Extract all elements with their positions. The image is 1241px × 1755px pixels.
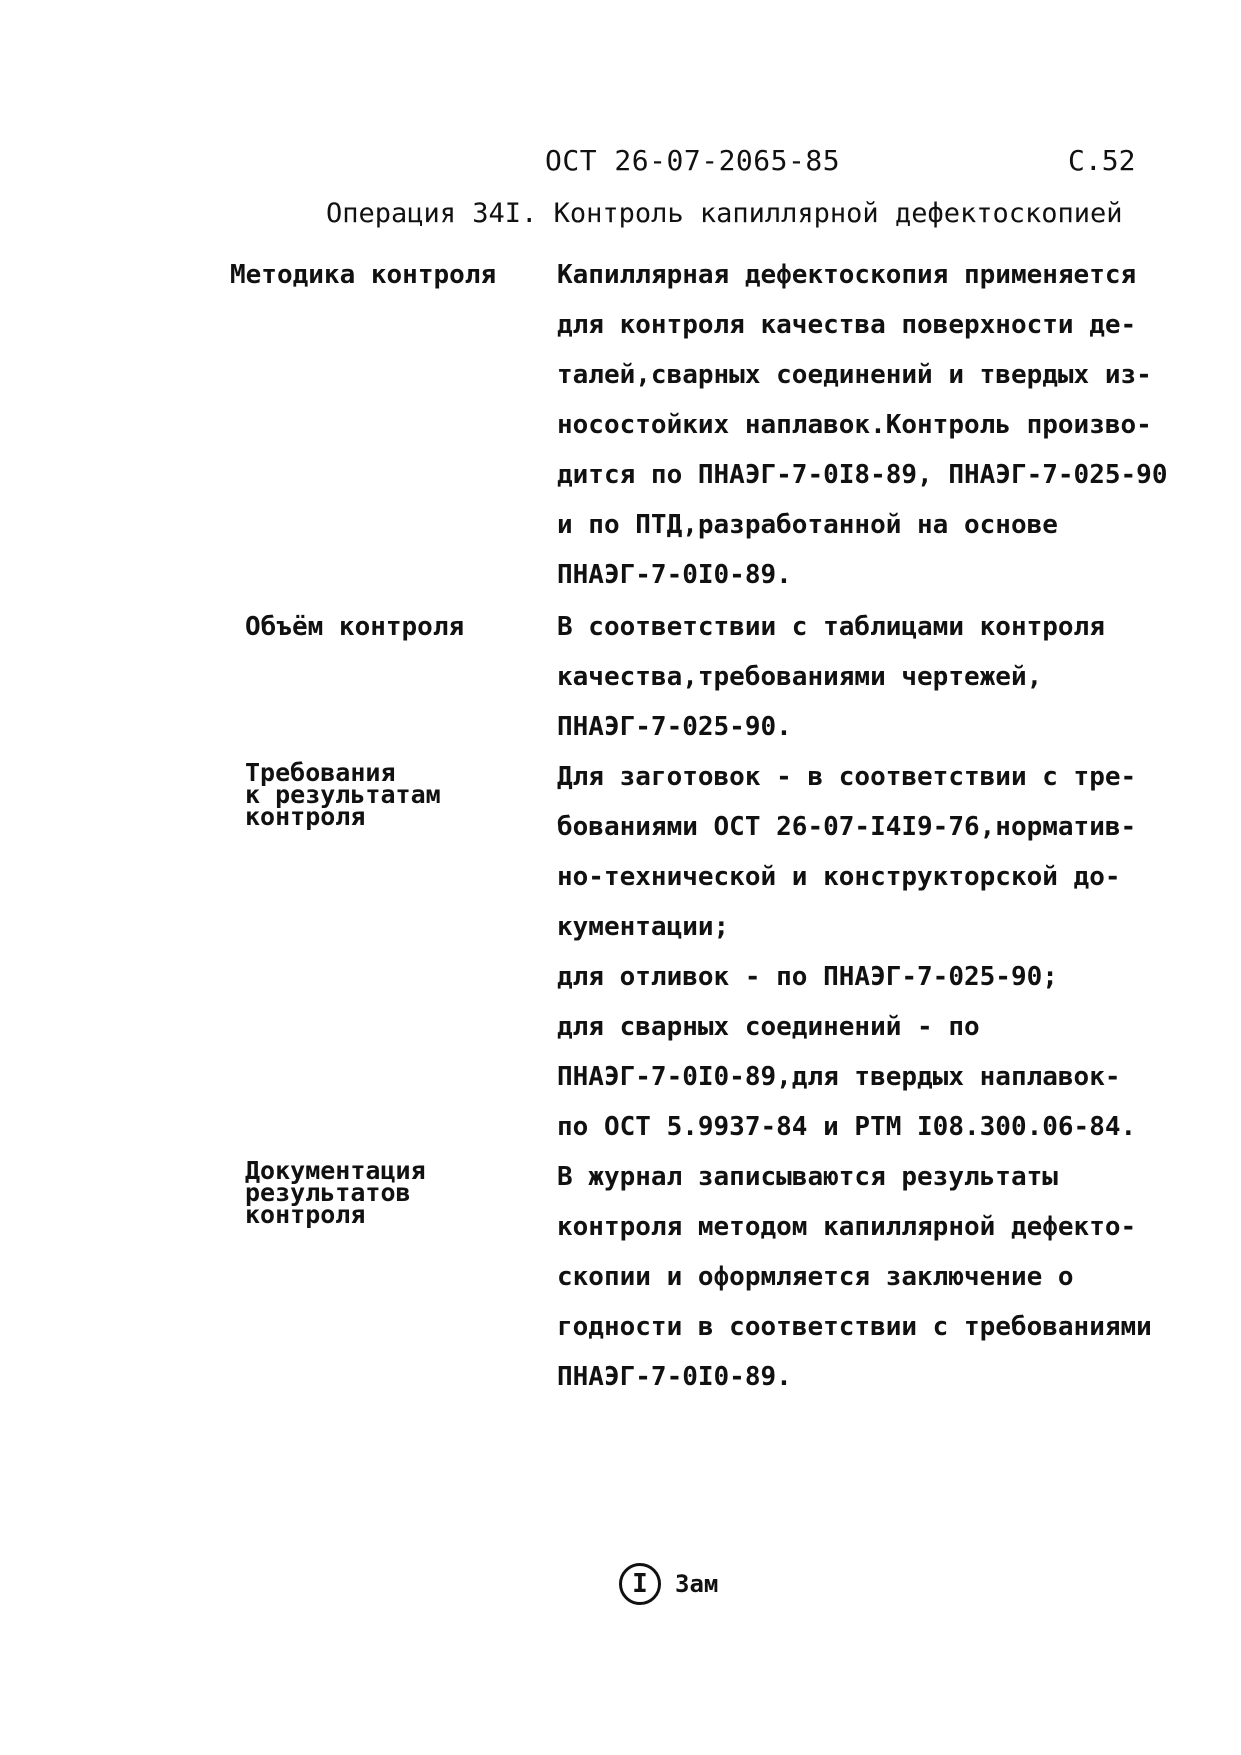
content-line: ПНАЭГ-7-0I0-89. (557, 560, 792, 590)
section-label-documentation (245, 1156, 426, 1229)
section-content-volume (557, 602, 1105, 752)
content-line: но-технической и конструкторской до- (557, 862, 1121, 892)
content-line: контроля методом капиллярной дефекто- (557, 1212, 1137, 1242)
content-line: ПНАЭГ-7-025-90. (557, 712, 792, 742)
section-content-requirements (557, 752, 1136, 1152)
label-line: Методика контроля (230, 260, 497, 290)
content-line: для сварных соединений - по (557, 1012, 980, 1042)
section-label-method (230, 260, 496, 290)
label-line: Требования (245, 758, 396, 787)
operation-title: Операция 34I. Контроль капиллярной дефектоскопией (326, 198, 1123, 229)
section-content-method (557, 250, 1167, 600)
content-line: бованиями ОСТ 26-07-I4I9-76,норматив- (557, 812, 1137, 842)
content-line: качества,требованиями чертежей, (557, 662, 1043, 692)
document-code: ОСТ 26-07-2065-85 (545, 144, 841, 177)
content-line: В соответствии с таблицами контроля (557, 612, 1105, 642)
content-line: В журнал записываются результаты (557, 1162, 1058, 1192)
label-line: контроля (245, 1200, 366, 1229)
label-line: к результатам (245, 780, 441, 809)
content-line: по ОСТ 5.9937-84 и РТМ I08.300.06-84. (557, 1112, 1137, 1142)
content-line: Капиллярная дефектоскопия применяется (557, 260, 1137, 290)
revision-number-circle: I (619, 1563, 661, 1605)
content-line: дится по ПНАЭГ-7-0I8-89, ПНАЭГ-7-025-90 (557, 460, 1168, 490)
content-line: скопии и оформляется заключение о (557, 1262, 1074, 1292)
revision-text: Зам (675, 1570, 719, 1598)
label-line: результатов (245, 1178, 411, 1207)
content-line: для отливок - по ПНАЭГ-7-025-90; (557, 962, 1058, 992)
revision-stamp (619, 1563, 718, 1605)
page-number: С.52 (1068, 144, 1136, 177)
content-line: кументации; (557, 912, 730, 942)
label-line: Документация (245, 1156, 426, 1185)
content-line: ПНАЭГ-7-0I0-89,для твердых наплавок- (557, 1062, 1121, 1092)
label-line: контроля (245, 802, 366, 831)
content-line: и по ПТД,разработанной на основе (557, 510, 1058, 540)
content-line: Для заготовок - в соответствии с тре- (557, 762, 1137, 792)
content-line: для контроля качества поверхности де- (557, 310, 1137, 340)
label-line: Объём контроля (245, 612, 465, 642)
content-line: талей,сварных соединений и твердых из- (557, 360, 1152, 390)
content-line: ПНАЭГ-7-0I0-89. (557, 1362, 792, 1392)
content-line: носостойких наплавок.Контроль произво- (557, 410, 1152, 440)
section-label-volume (245, 612, 464, 642)
content-line: годности в соответствии с требованиями (557, 1312, 1152, 1342)
section-content-documentation (557, 1152, 1152, 1402)
section-label-requirements (245, 758, 441, 831)
